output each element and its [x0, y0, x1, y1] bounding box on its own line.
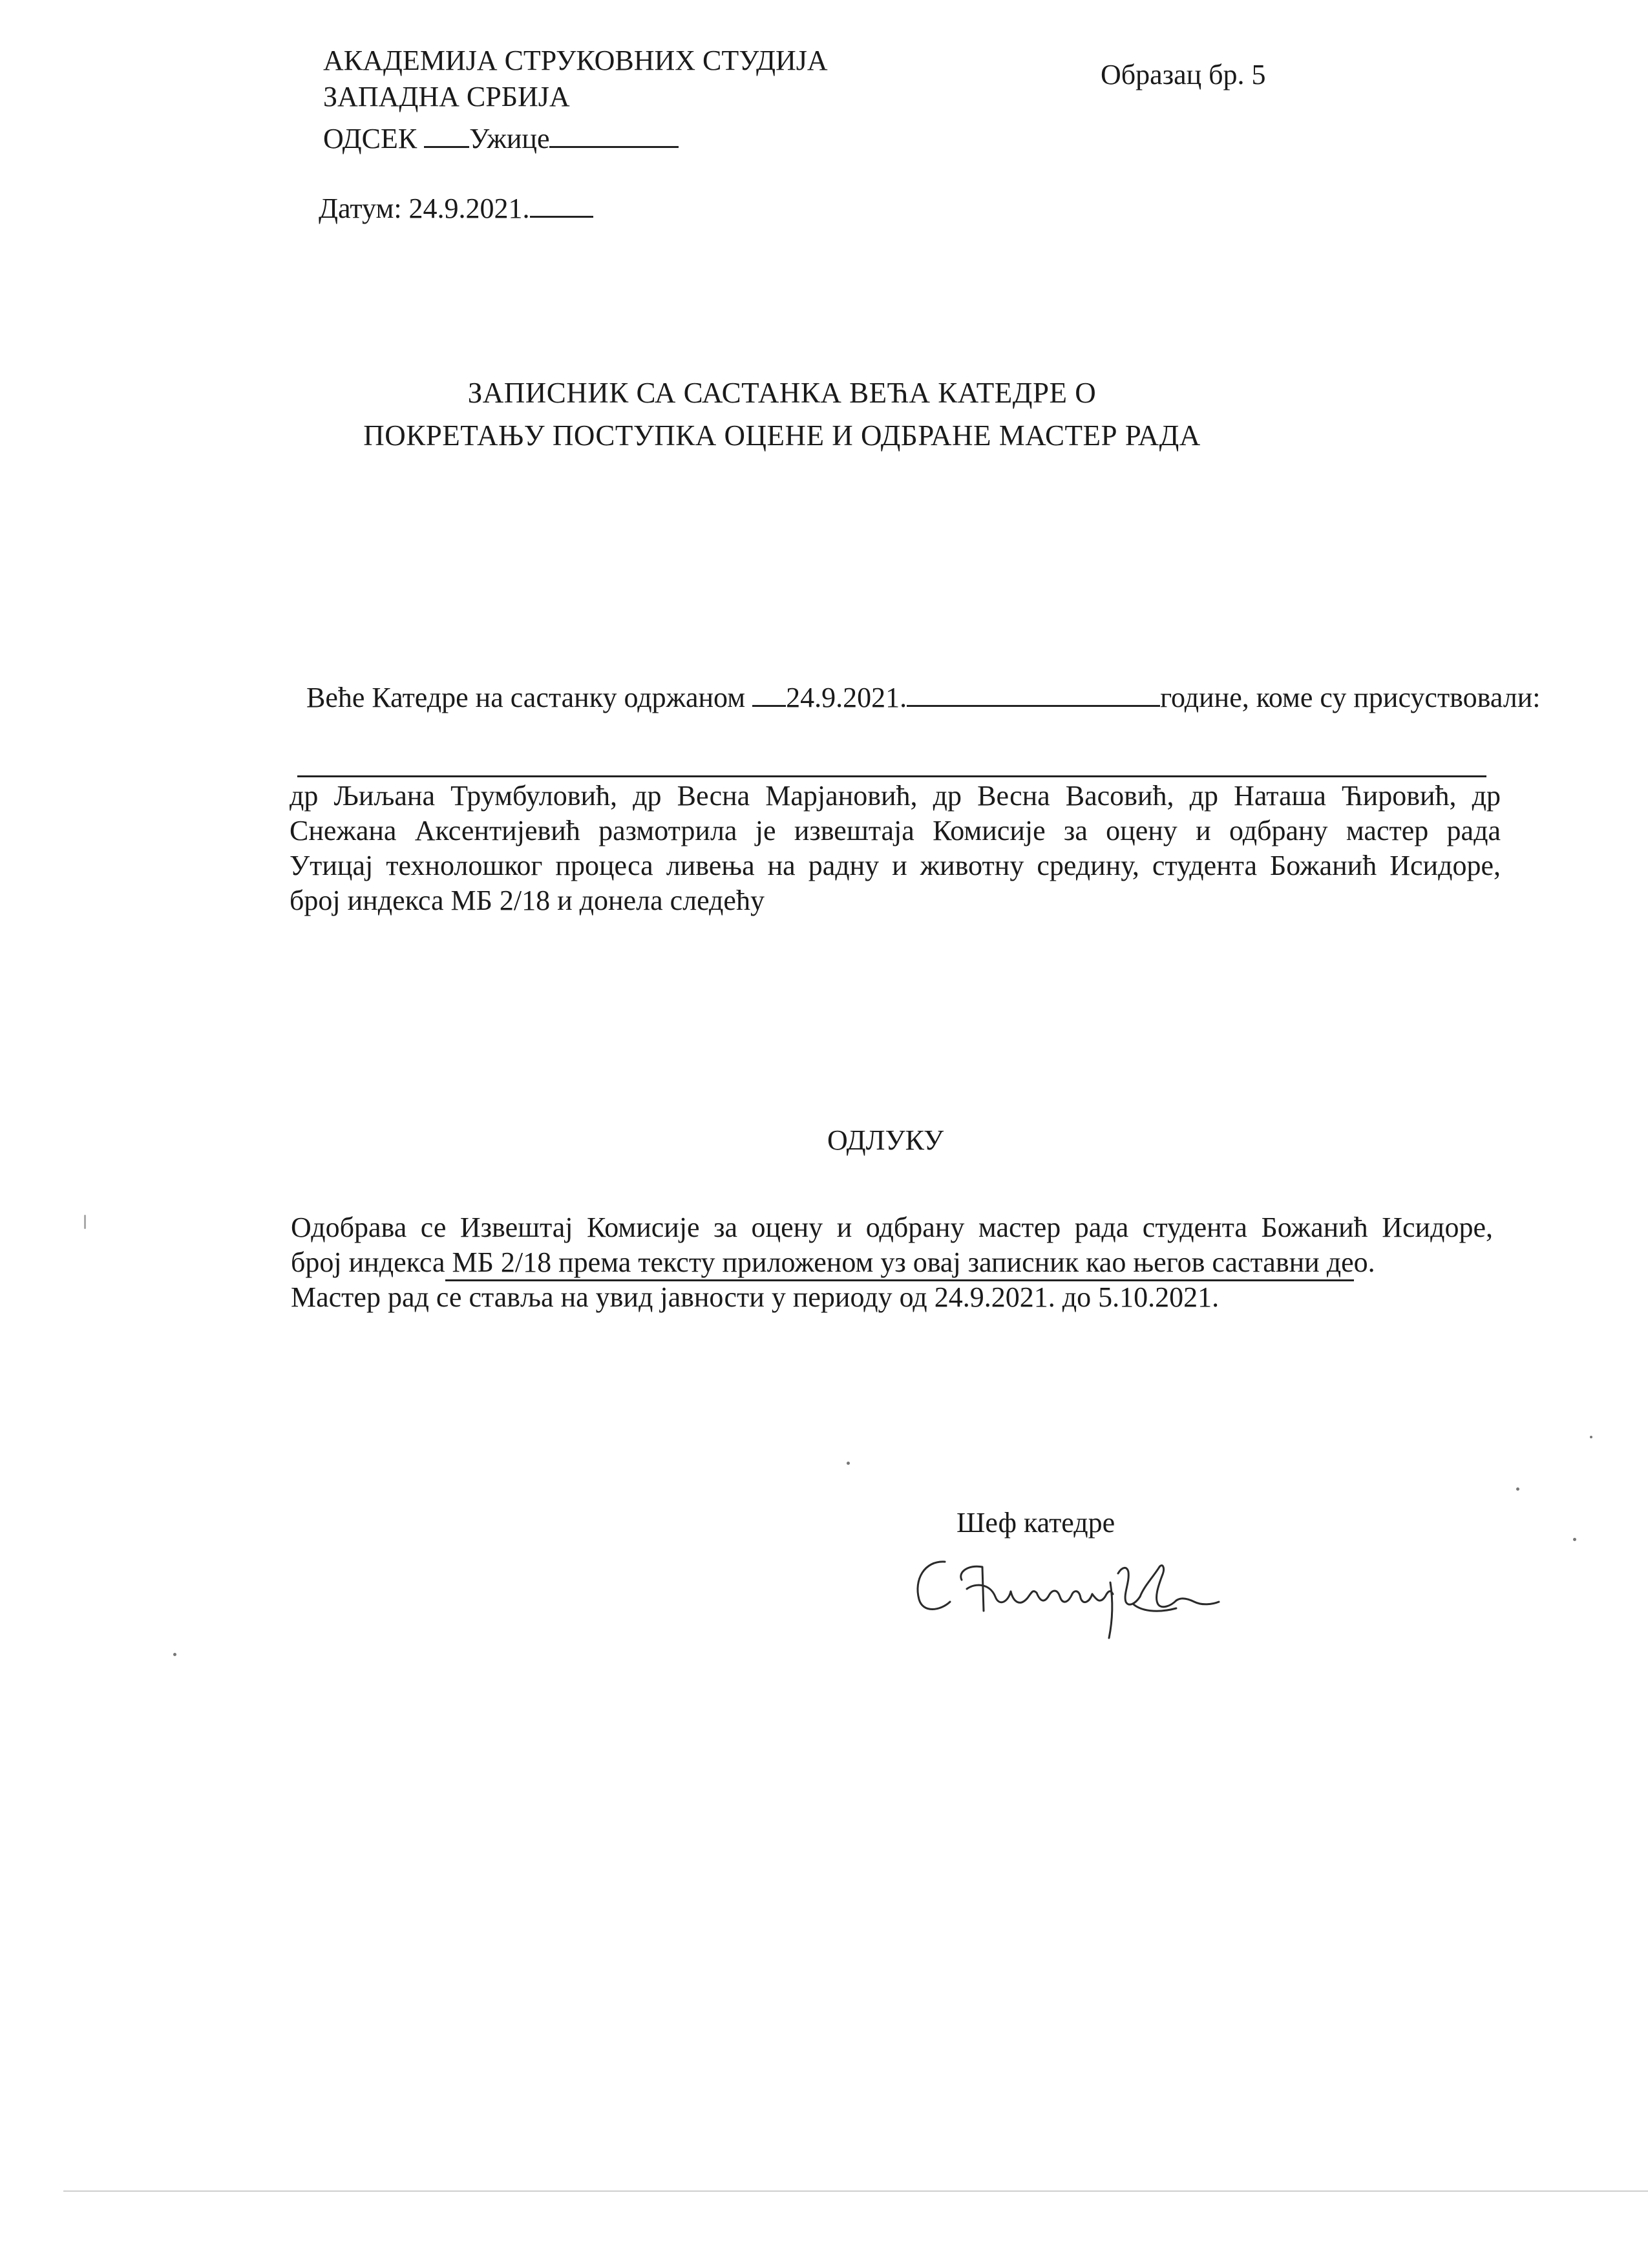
intro-suffix: године, коме су присуствовали: [1160, 682, 1541, 713]
scan-speck [84, 1215, 86, 1229]
institution-line-1: АКАДЕМИЈА СТРУКОВНИХ СТУДИЈА [323, 45, 828, 76]
department-blank-after [549, 121, 679, 148]
intro-blank-before [752, 680, 786, 707]
date-value: 24.9.2021. [408, 193, 530, 224]
attendees-line-2: Снежана Аксентијевић размотрила је извештаја Комисије за оцену и одбрану мастер рада [290, 815, 1501, 846]
scan-bottom-edge [63, 2190, 1648, 2192]
decision-line-2-prefix: број индекса [291, 1246, 445, 1278]
department-blank-before [424, 121, 469, 148]
date-blank [530, 191, 593, 218]
department-line [323, 121, 679, 153]
intro-blank-after [907, 680, 1160, 707]
decision-line-2-suffix: о. [1353, 1246, 1375, 1278]
attendees-line-1: др Љиљана Трумбуловић, др Весна Марјановић, др Весна Васовић, др Наташа Ћировић, др [290, 780, 1501, 812]
date-line [319, 191, 593, 223]
decision-line-3: Мастер рад се ставља на увид јавности у периоду од 24.9.2021. до 5.10.2021. [291, 1281, 1220, 1313]
meeting-date: 24.9.2021. [786, 682, 907, 713]
decision-line-2-underlined: МБ 2/18 према тексту приложеном уз овај записник као његов саставни де [445, 1246, 1354, 1281]
decision-line-2 [291, 1245, 1375, 1280]
date-label: Датум: [319, 193, 402, 224]
scan-speck [847, 1462, 850, 1465]
scan-speck [1590, 1436, 1592, 1438]
scan-speck [1573, 1538, 1576, 1541]
form-number: Образац бр. 5 [1101, 59, 1266, 90]
attendees-line-3: Утицај технолошког процеса ливења на радну и животну средину, студента Божанић Исидоре, [290, 850, 1501, 881]
decision-line-1: Одобрава се Извештај Комисије за оцену и одбрану мастер рада студента Божанић Исидоре, [291, 1212, 1493, 1243]
scan-speck [173, 1653, 176, 1656]
intro-line [306, 680, 1541, 715]
decision-heading: ОДЛУКУ [827, 1124, 944, 1156]
attendees-line-4: број индекса МБ 2/18 и донела следећу [290, 885, 765, 916]
attendees-blank-line [297, 775, 1486, 777]
document-title-line-1: ЗАПИСНИК СА САСТАНКА ВЕЋА КАТЕДРЕ О [467, 377, 1097, 409]
signature-label: Шеф катедре [956, 1507, 1115, 1538]
handwritten-signature [905, 1535, 1241, 1651]
intro-prefix: Веће Катедре на састанку одржаном [306, 682, 746, 713]
institution-line-2: ЗАПАДНА СРБИЈА [323, 81, 570, 112]
department-label: ОДСЕК [323, 123, 417, 154]
scan-speck [1516, 1487, 1519, 1491]
department-value: Ужице [469, 123, 550, 154]
document-title-line-2: ПОКРЕТАЊУ ПОСТУПКА ОЦЕНЕ И ОДБРАНЕ МАСТЕР РАДА [363, 419, 1201, 452]
